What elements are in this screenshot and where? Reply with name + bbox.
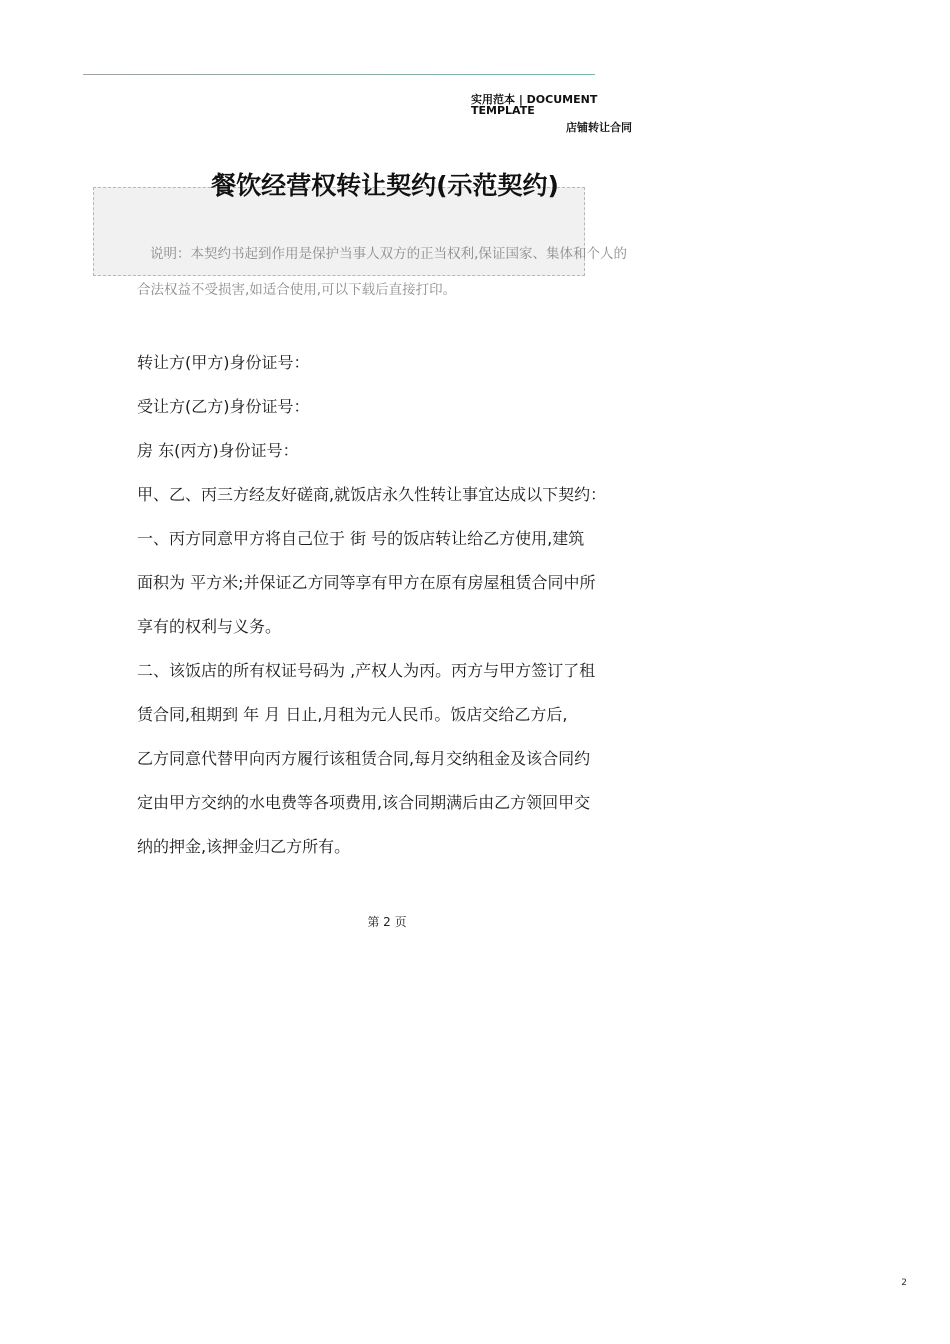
contract-line: 甲、乙、丙三方经友好磋商,就饭店永久性转让事宜达成以下契约： [137, 485, 607, 504]
contract-line: 纳的押金,该押金归乙方所有。 [137, 837, 351, 856]
contract-line: 面积为 平方米;并保证乙方同等享有甲方在原有房屋租赁合同中所 [137, 573, 596, 592]
page-number-label: 第 2 页 [367, 915, 407, 929]
contract-line: 转让方(甲方)身份证号： [137, 353, 310, 372]
contract-line: 定由甲方交纳的水电费等各项费用,该合同期满后由乙方领回甲交 [137, 793, 591, 812]
contract-line: 享有的权利与义务。 [137, 617, 282, 636]
contract-line: 二、该饭店的所有权证号码为 ,产权人为丙。丙方与甲方签订了租 [137, 661, 596, 680]
template-subtitle: 店铺转让合同 [566, 121, 632, 134]
usage-note: 说明：本契约书起到作用是保护当事人双方的正当权利,保证国家、集体和个人的合法权益不受损害,如适合使用,可以下载后直接打印。 [137, 246, 627, 298]
contract-line: 乙方同意代替甲向丙方履行该租赁合同,每月交纳租金及该合同约 [137, 749, 591, 768]
contract-body [137, 341, 647, 869]
contract-line: 赁合同,租期到 年 月 日止,月租为元人民币。饭店交给乙方后, [137, 705, 568, 724]
template-label: 实用范本 | DOCUMENT TEMPLATE [471, 93, 598, 117]
document-title: 餐饮经营权转让契约(示范契约) [211, 171, 559, 200]
corner-page-number: 2 [901, 1278, 907, 1288]
header-divider [83, 74, 595, 75]
contract-line: 受让方(乙方)身份证号： [137, 397, 310, 416]
contract-line: 房 东(丙方)身份证号： [137, 441, 299, 460]
contract-line: 一、丙方同意甲方将自己位于 街 号的饭店转让给乙方使用,建筑 [137, 529, 585, 548]
